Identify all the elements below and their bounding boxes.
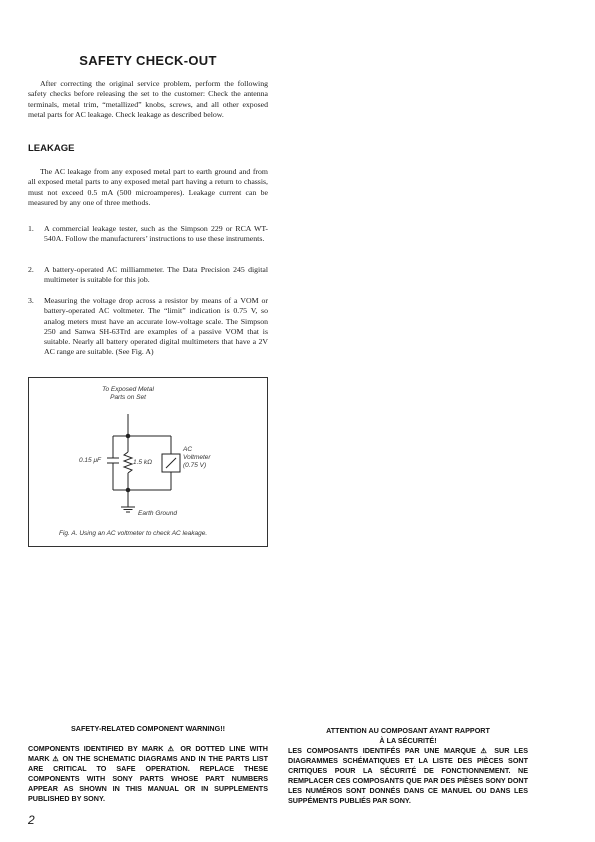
list-item-text: A battery-operated AC milliammeter. The Data Precision 245 digital multimeter is suitable for this job. [44,265,268,285]
voltmeter-label: AC Voltmeter (0.75 V) [183,446,211,469]
list-item [28,296,268,358]
figure-a [28,377,268,547]
figure-caption: Fig. A. Using an AC voltmeter to check AC leakage. [59,530,208,537]
earth-ground-label: Earth Ground [138,510,178,517]
warning-en-title: SAFETY-RELATED COMPONENT WARNING!! [71,724,225,733]
figure-top-label: To Exposed Metal Parts on Set [102,386,154,401]
list-item-number: 3. [28,296,34,305]
warning-en-body: COMPONENTS IDENTIFIED BY MARK ⚠ OR DOTTED LINE WITH MARK ⚠ ON THE SCHEMATIC DIAGRAMS AND IN THE PARTS LIST ARE CRITICAL TO SAFE OPERATION. REPLACE THESE COMPONENTS WITH SONY PARTS WHOSE PART NUMBERS APPEAR AS SHOWN IN THIS MANUAL OR IN SUPPLEMENTS PUBLISHED BY SONY. [28,744,268,803]
intro-paragraph: After correcting the original service problem, perform the following safety checks before releasing the set to the customer: Check the antenna terminals, metal trim, “metallized” knobs, screws, and all other exposed metal parts for AC leakage. Check leakage as described below. [28,79,268,119]
list-item-text: A commercial leakage tester, such as the Simpson 229 or RCA WT-540A. Follow the manufacturers’ instructions to use these instruments. [44,224,268,244]
page-title: SAFETY CHECK-OUT [79,53,217,68]
list-item-number: 1. [28,224,34,233]
resistor-label: 1.5 kΩ [133,459,153,466]
list-item [28,265,268,286]
page-number: 2 [28,813,35,827]
capacitor-label: 0.15 μF [79,457,101,464]
leakage-heading: LEAKAGE [28,143,75,154]
list-item [28,224,268,245]
warning-fr-title: ATTENTION AU COMPOSANT AYANT RAPPORT À LA SÉCURITÉ! [326,726,490,745]
leakage-paragraph: The AC leakage from any exposed metal part to earth ground and from all exposed metal parts to any exposed metal part having a return to chassis, must not exceed 0.5 mA (500 microamperes). Leakage current can be measured by any one of three methods. [28,167,268,207]
warning-fr-body: LES COMPOSANTS IDENTIFÉS PAR UNE MARQUE ⚠ SUR LES DIAGRAMMES SCHÉMATIQUES ET LA LISTE DES PIÈCES SONT CRITIQUES POUR LA SÉCURITÉ DE FONCTIONNEMENT. NE REMPLACER CES COMPOSANTS QUE PAR DES PIÈSES SONY DONT LES NUMÉROS SONT DONNÉS DANS CE MANUEL OU DANS LES SUPPÉMENTS PUBLIÉS PAR SONY. [288,746,528,805]
list-item-number: 2. [28,265,34,274]
list-item-text: Measuring the voltage drop across a resistor by means of a VOM or battery-operated AC voltmeter. The “limit” indication is 0.75 V, so analog meters must have an accurate low-voltage scale. The Simpson 250 and Sanwa SH-63Trd are examples of a passive VOM that is suitable. Nearly all battery operated digital multimeters that have a 2V AC range are suitable. (See Fig. A) [44,296,268,357]
